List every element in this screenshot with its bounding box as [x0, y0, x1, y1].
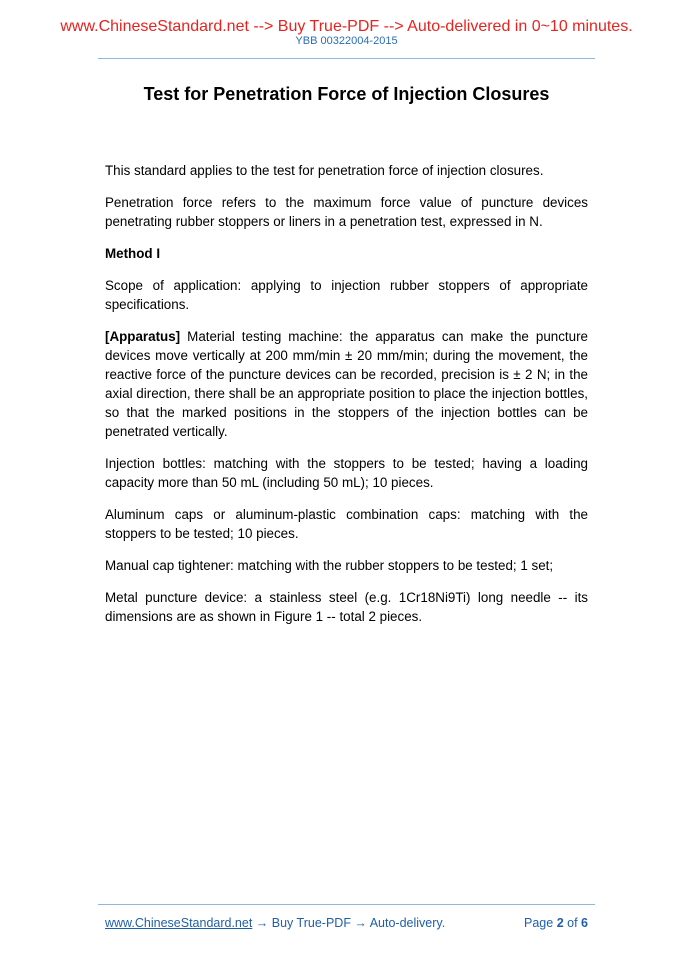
- arrow-right-icon: →: [252, 916, 272, 930]
- page-current: 2: [556, 916, 564, 930]
- page-label: Page: [524, 916, 554, 930]
- paragraph-injection-bottles: Injection bottles: matching with the stoppers to be tested; having a loading capacity more than 50 mL (including 50 mL); 10 pieces.: [105, 456, 588, 490]
- page-total: 6: [581, 916, 588, 930]
- footer-buy-text: Buy True-PDF: [271, 916, 351, 930]
- paragraph-definition: Penetration force refers to the maximum force value of puncture devices penetrating rubber stoppers or liners in a penetration test, expressed in N.: [105, 195, 588, 229]
- footer-delivery-text: Auto-delivery.: [369, 916, 446, 930]
- apparatus-label: [Apparatus]: [105, 329, 181, 344]
- arrow-right-icon: →: [350, 916, 370, 930]
- paragraph-puncture-device: Metal puncture device: a stainless steel (e.g. 1Cr18Ni9Ti) long needle -- its dimensions are as shown in Figure 1 -- total 2 pieces.: [105, 590, 588, 624]
- paragraph-caps: Aluminum caps or aluminum-plastic combination caps: matching with the stoppers to be tested; 10 pieces.: [105, 507, 588, 541]
- page-of-label: of: [567, 916, 578, 930]
- method-heading: Method I: [105, 246, 161, 261]
- promo-banner[interactable]: www.ChineseStandard.net --> Buy True-PDF --> Auto-delivered in 0~10 minutes.: [60, 18, 633, 35]
- paragraph-cap-tightener: Manual cap tightener: matching with the rubber stoppers to be tested; 1 set;: [105, 558, 554, 573]
- apparatus-text: Material testing machine: the apparatus can make the puncture devices move vertically at 200 mm/min ± 20 mm/min; during the movement, the reactive force of the puncture devices can be recorded, precision is ± 2 N; in the axial direction, there shall be an appropriate position to place the injection bottles, so that the marked positions in the stoppers of the injection bottles can be penetrated vertically.: [105, 329, 588, 439]
- document-body: [105, 161, 588, 639]
- header-divider: [98, 58, 595, 59]
- paragraph-application-scope: Scope of application: applying to injection rubber stoppers of appropriate specifications.: [105, 278, 588, 312]
- paragraph-scope-statement: This standard applies to the test for penetration force of injection closures.: [105, 163, 544, 178]
- document-code: YBB 00322004-2015: [295, 35, 398, 47]
- paragraph-apparatus: [105, 327, 588, 441]
- footer-promo: [105, 915, 445, 931]
- footer-site-link[interactable]: www.ChineseStandard.net: [105, 916, 253, 930]
- page-indicator: [524, 915, 588, 931]
- footer-divider: [98, 904, 595, 905]
- page-title: Test for Penetration Force of Injection Closures: [143, 84, 550, 104]
